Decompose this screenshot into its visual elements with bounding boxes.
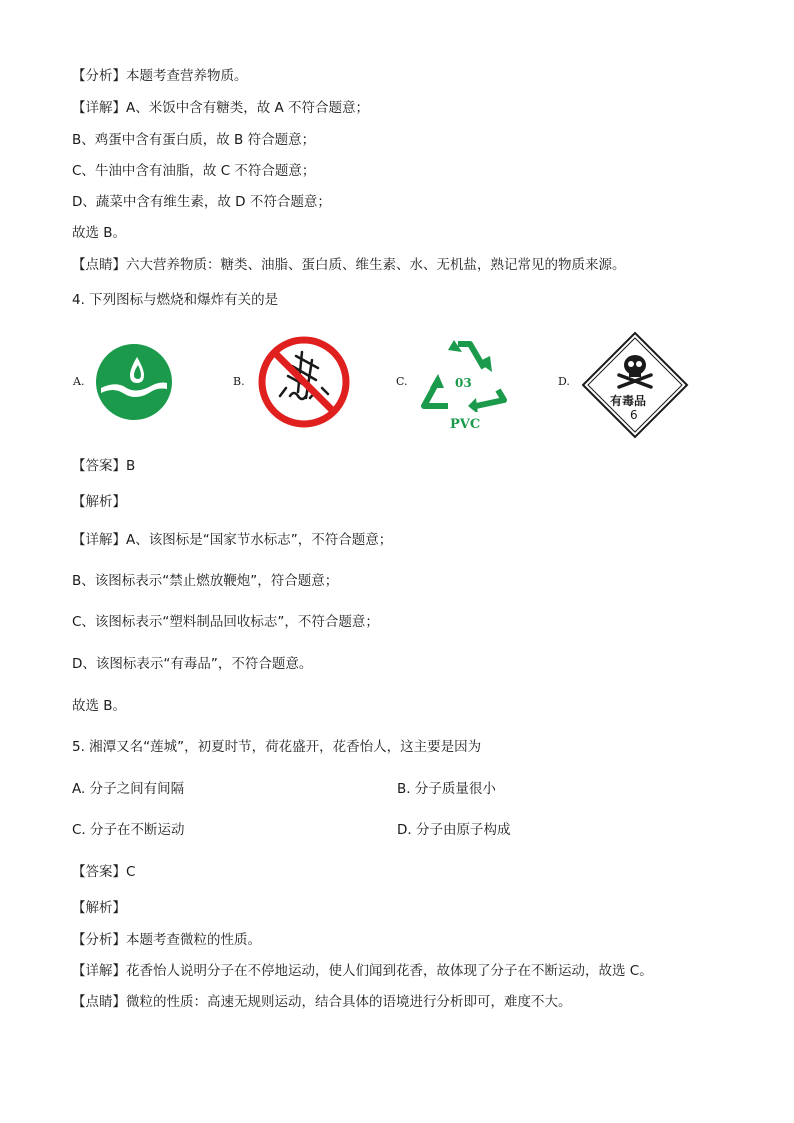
q4-label-b: B. [233,375,245,388]
recycling-code: 03 [455,376,472,390]
q3-choice: 故选 B。 [72,225,127,241]
q5-option-a: A. 分子之间有间隔 [72,781,185,797]
q4-explanation-heading: 【解析】 [72,494,126,510]
q5-answer: 【答案】C [72,864,136,880]
q4-choice: 故选 B。 [72,698,127,714]
q4-detail-a: 【详解】A、该图标是“国家节水标志”，不符合题意； [72,532,393,548]
q3-analysis: 【分析】本题考查营养物质。 [72,68,248,84]
q5-option-d: D. 分子由原子构成 [397,822,511,838]
no-firecrackers-icon [258,336,350,428]
q4-detail-d: D、该图标表示“有毒品”，不符合题意。 [72,656,313,672]
q3-detail-a: 【详解】A、米饭中含有糖类，故 A 不符合题意； [72,100,370,116]
water-saving-icon [95,343,173,421]
plastic-recycling-icon [418,334,510,412]
q5-analysis: 【分析】本题考查微粒的性质。 [72,932,261,948]
q5-detail: 【详解】花香怡人说明分子在不停地运动，使人们闻到花香，故体现了分子在不断运动，故选 C。 [72,963,653,979]
q5-option-b: B. 分子质量很小 [397,781,496,797]
toxic-label: 有毒品 [610,394,647,408]
q4-label-c: C. [396,375,408,388]
q4-detail-b: B、该图标表示“禁止燃放鞭炮”，符合题意； [72,573,339,589]
recycling-pvc-text: PVC [450,417,481,432]
q4-answer: 【答案】B [72,458,136,474]
q3-remark: 【点睛】六大营养物质：糖类、油脂、蛋白质、维生素、水、无机盐，熟记常见的物质来源。 [72,257,626,273]
q3-detail-b: B、鸡蛋中含有蛋白质，故 B 符合题意； [72,132,316,148]
q4-question: 4. 下列图标与燃烧和爆炸有关的是 [72,292,279,308]
toxic-hazard-icon [581,331,689,439]
q5-explanation-heading: 【解析】 [72,900,126,916]
q5-question: 5. 湘潭又名“莲城”，初夏时节，荷花盛开，花香怡人，这主要是因为 [72,739,482,755]
q5-option-c: C. 分子在不断运动 [72,822,185,838]
q3-detail-c: C、牛油中含有油脂，故 C 不符合题意； [72,163,316,179]
q5-remark: 【点睛】微粒的性质：高速无规则运动，结合具体的语境进行分析即可，难度不大。 [72,994,572,1010]
q3-detail-d: D、蔬菜中含有维生素，故 D 不符合题意； [72,194,331,210]
toxic-class-number: 6 [630,408,638,422]
q4-label-a: A. [73,375,85,388]
q4-label-d: D. [558,375,570,388]
q4-detail-c: C、该图标表示“塑料制品回收标志”，不符合题意； [72,614,379,630]
